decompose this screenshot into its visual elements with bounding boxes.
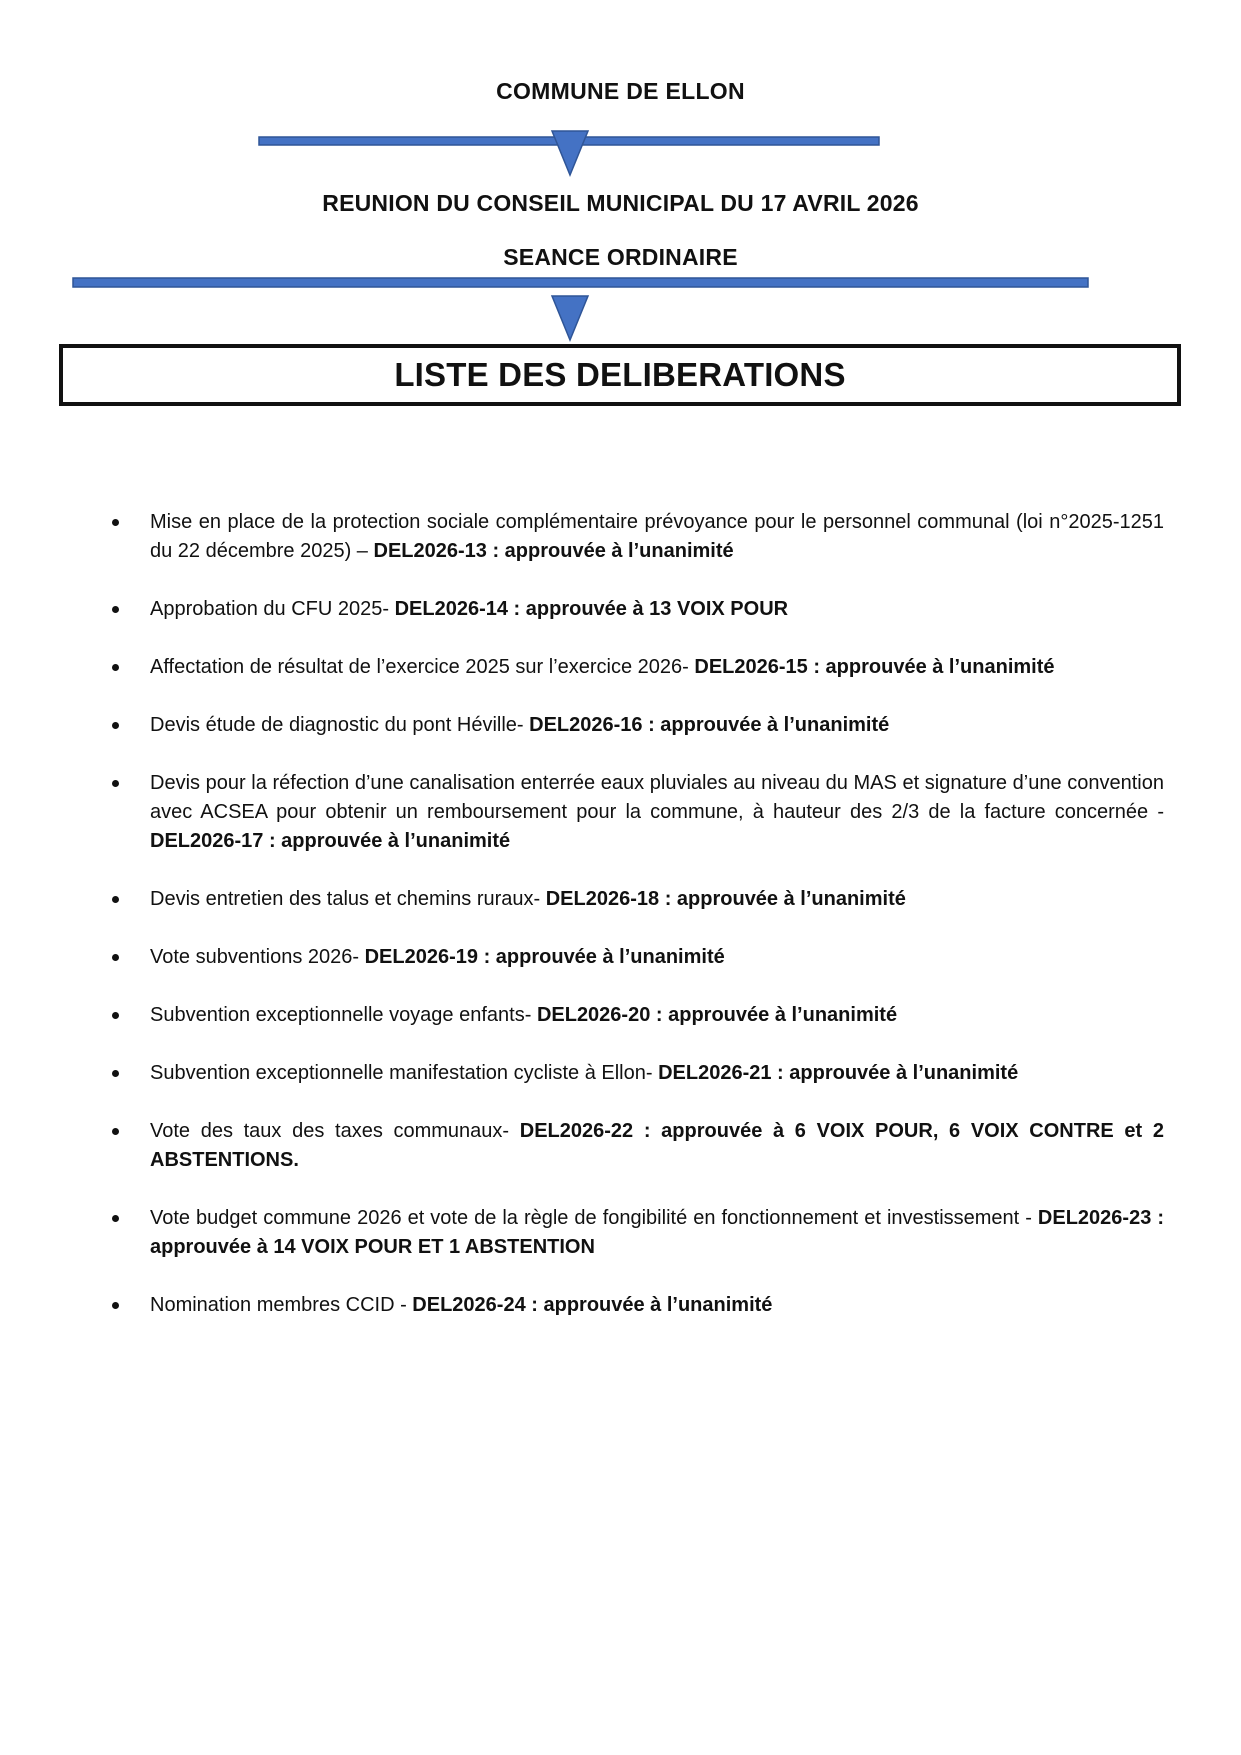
bullet-icon	[112, 606, 119, 613]
list-item	[0, 1204, 1241, 1262]
list-item	[0, 1001, 1241, 1030]
item-ref: DEL2026-15	[694, 656, 808, 678]
item-ref: DEL2026-22	[519, 1120, 634, 1142]
bullet-icon	[112, 519, 119, 526]
item-ref: DEL2026-14	[394, 598, 508, 620]
arrow-divider-bottom	[72, 276, 1090, 342]
item-text: Vote des taux des taxes communaux-	[150, 1120, 520, 1142]
item-text: Devis pour la réfection d’une canalisation enterrée eaux pluviales au niveau du MAS et signature d’une convention avec ACSEA pour obtenir un remboursement pour la commune, à hauteur des 2/3 de la facture concernée -	[150, 772, 1164, 823]
bullet-icon	[112, 1215, 119, 1222]
item-text: Nomination membres CCID -	[150, 1294, 413, 1316]
item-result: : approuvée à l’unanimité	[525, 1294, 773, 1316]
list-item	[0, 653, 1241, 682]
list-item	[0, 595, 1241, 624]
item-ref: DEL2026-16	[529, 714, 643, 736]
bullet-icon	[112, 1128, 119, 1135]
item-result: : approuvée à l’unanimité	[807, 656, 1055, 678]
item-ref: DEL2026-17	[150, 830, 264, 852]
bullet-icon	[112, 954, 119, 961]
bullet-icon	[112, 722, 119, 729]
session-type: SEANCE ORDINAIRE	[503, 244, 738, 270]
item-text: Devis entretien des talus et chemins ruraux-	[150, 888, 546, 910]
item-ref: DEL2026-23	[1037, 1207, 1152, 1229]
item-result: : approuvée à l’unanimité	[642, 714, 890, 736]
item-ref: DEL2026-13	[373, 540, 487, 562]
item-result: : approuvée à 14 VOIX POUR ET 1 ABSTENTION	[150, 1207, 1165, 1258]
item-result: : approuvée à l’unanimité	[263, 830, 511, 852]
list-item	[0, 1059, 1241, 1088]
item-ref: DEL2026-24	[412, 1294, 526, 1316]
item-text: Subvention exceptionnelle manifestation cycliste à Ellon-	[150, 1062, 659, 1084]
item-result: : approuvée à l’unanimité	[486, 540, 734, 562]
item-text: Subvention exceptionnelle voyage enfants-	[150, 1004, 537, 1026]
item-text: Affectation de résultat de l’exercice 2025 sur l’exercice 2026-	[150, 656, 695, 678]
list-item	[0, 508, 1241, 566]
item-ref: DEL2026-20	[536, 1004, 651, 1026]
list-item	[0, 885, 1241, 914]
bullet-icon	[112, 1070, 119, 1077]
meeting-title: REUNION DU CONSEIL MUNICIPAL DU 17 AVRIL 2026	[322, 190, 919, 216]
item-ref: DEL2026-21	[658, 1062, 772, 1084]
list-item	[0, 1117, 1241, 1175]
list-item	[0, 943, 1241, 972]
item-text: Vote budget commune 2026 et vote de la règle de fongibilité en fonctionnement et investissement -	[150, 1207, 1038, 1229]
item-result: : approuvée à l’unanimité	[771, 1062, 1019, 1084]
item-ref: DEL2026-19	[364, 946, 479, 968]
list-item	[0, 1291, 1241, 1320]
list-title: LISTE DES DELIBERATIONS	[394, 356, 846, 393]
item-result: : approuvée à l’unanimité	[659, 888, 906, 910]
list-item	[0, 769, 1241, 856]
bullet-icon	[112, 896, 119, 903]
deliberation-list	[0, 508, 1241, 1349]
bullet-icon	[112, 1012, 119, 1019]
item-result: : approuvée à l’unanimité	[478, 946, 725, 968]
arrow-divider-top	[258, 130, 882, 180]
item-text: Devis étude de diagnostic du pont Héville-	[150, 714, 530, 736]
list-item	[0, 711, 1241, 740]
item-text: Mise en place de la protection sociale complémentaire prévoyance pour le personnel communal (loi n°2025-1251 du 22 décembre 2025) –	[150, 511, 1164, 562]
item-result: : approuvée à 6 VOIX POUR, 6 VOIX CONTRE et 2 ABSTENTIONS.	[150, 1120, 1164, 1171]
commune-title: COMMUNE DE ELLON	[496, 78, 745, 104]
item-text: Vote subventions 2026-	[150, 946, 365, 968]
bullet-icon	[112, 664, 119, 671]
item-text: Approbation du CFU 2025-	[150, 598, 395, 620]
item-result: : approuvée à 13 VOIX POUR	[508, 598, 789, 620]
bullet-icon	[112, 780, 119, 787]
bullet-icon	[112, 1302, 119, 1309]
item-ref: DEL2026-18	[545, 888, 660, 910]
item-result: : approuvée à l’unanimité	[650, 1004, 898, 1026]
list-title-box	[59, 344, 1181, 406]
